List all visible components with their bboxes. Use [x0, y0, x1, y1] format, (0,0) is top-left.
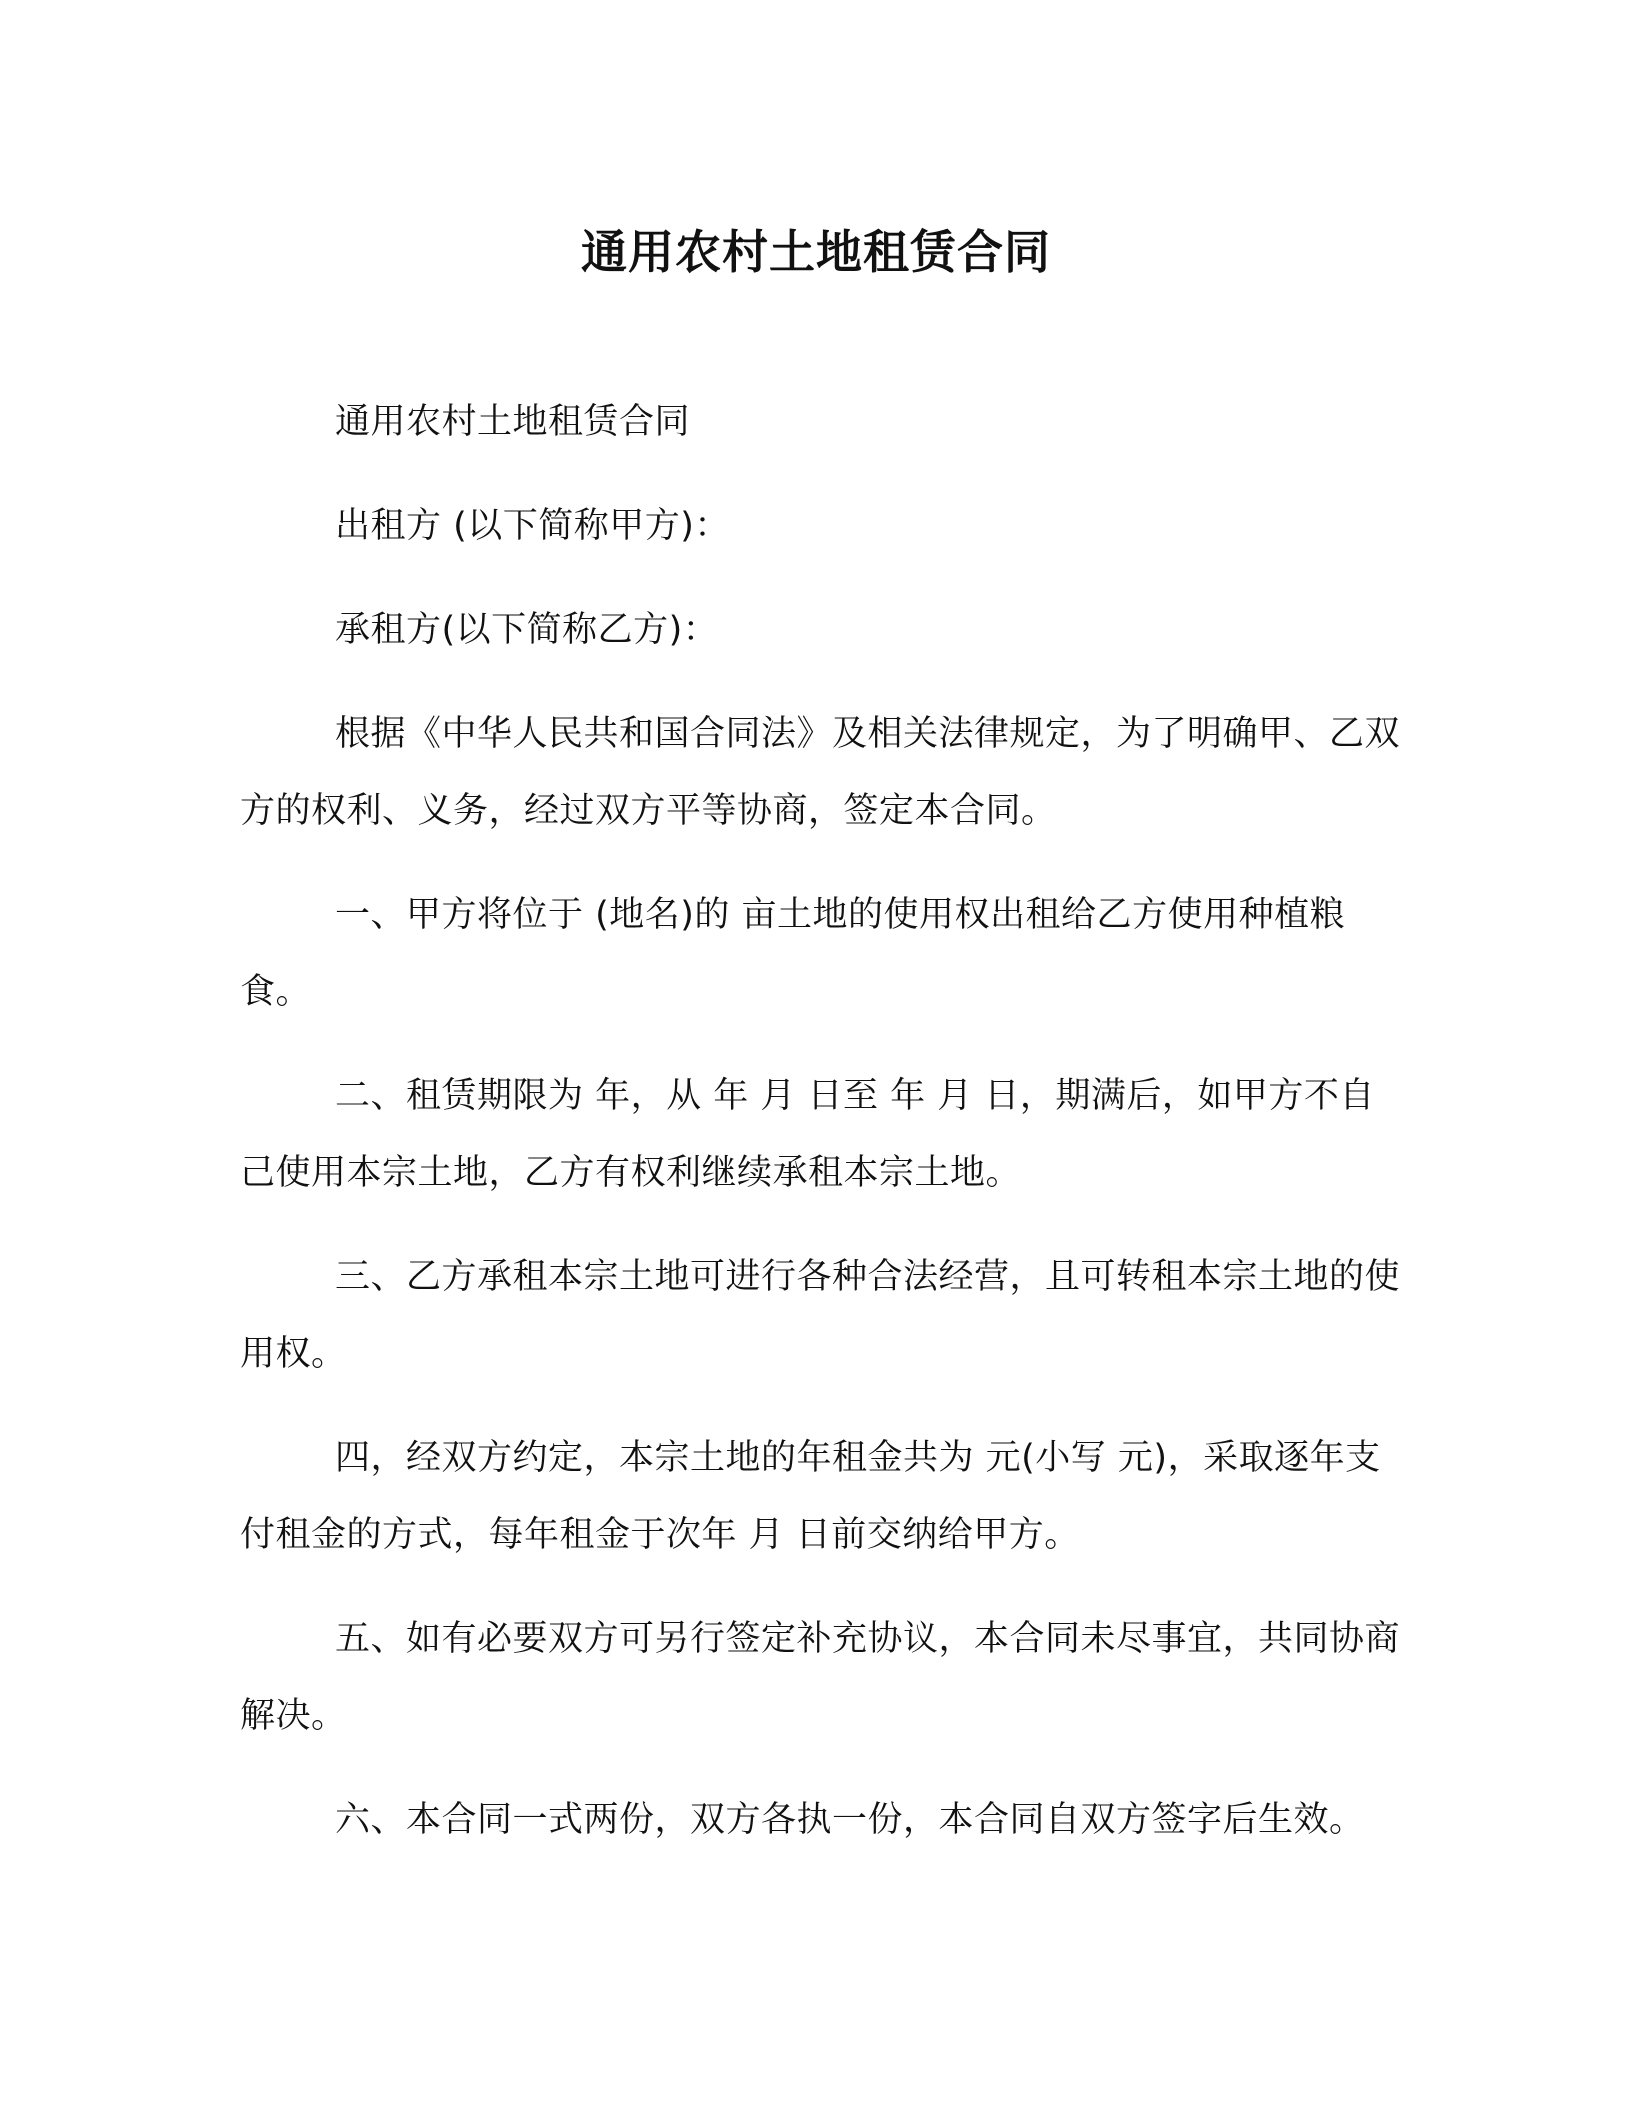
document-title: 通用农村土地租赁合同 [581, 225, 1051, 279]
clause-5: 五、如有必要双方可另行签定补充协议，本合同未尽事宜，共同协商解决。 [240, 1619, 1401, 1736]
clause-4: 四，经双方约定，本宗土地的年租金共为 元(小写 元)，采取逐年支付租金的方式，每年租金于次年 月 日前交纳给甲方。 [240, 1438, 1381, 1555]
intro-paragraph: 根据《中华人民共和国合同法》及相关法律规定，为了明确甲、乙双方的权利、义务，经过双方平等协商，签定本合同。 [240, 714, 1401, 831]
lessor-line: 出租方 (以下简称甲方)： [335, 506, 730, 546]
contract-subtitle: 通用农村土地租赁合同 [335, 402, 691, 442]
lessee-line: 承租方(以下简称乙方)： [335, 610, 719, 650]
clause-1: 一、甲方将位于 (地名)的 亩土地的使用权出租给乙方使用种植粮食。 [240, 895, 1346, 1012]
clause-2: 二、租赁期限为 年，从 年 月 日至 年 月 日，期满后，如甲方不自己使用本宗土地，乙方有权利继续承租本宗土地。 [240, 1076, 1375, 1193]
clause-6: 六、本合同一式两份，双方各执一份，本合同自双方签字后生效。 [335, 1800, 1365, 1840]
clause-3: 三、乙方承租本宗土地可进行各种合法经营，且可转租本宗土地的使用权。 [240, 1257, 1401, 1374]
